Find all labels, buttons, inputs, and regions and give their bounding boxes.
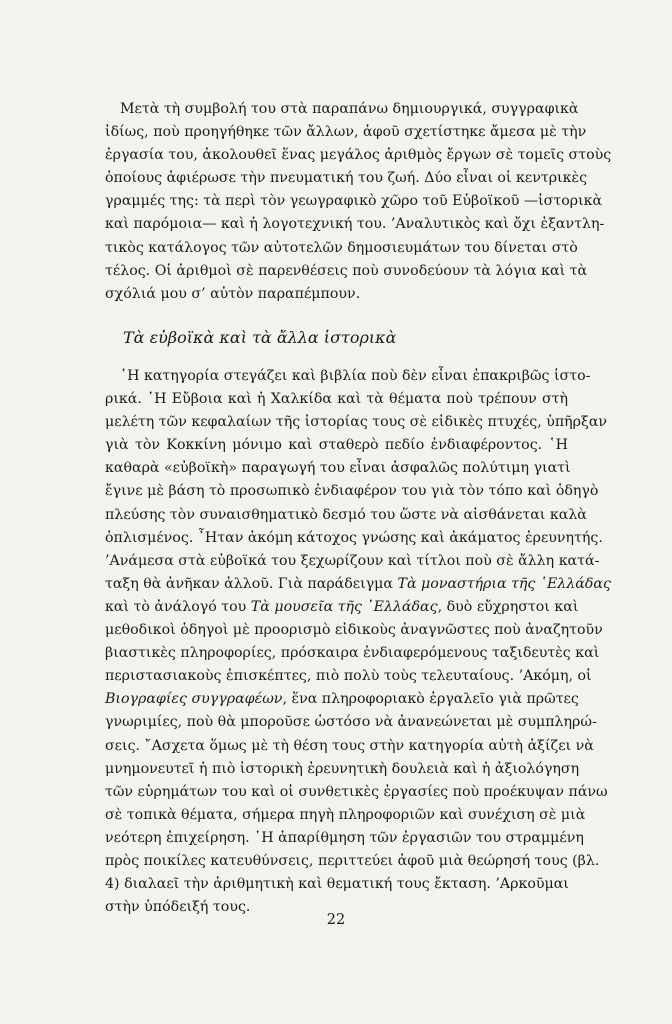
text-line: σχόλιά μου σ’ αὐτὸν παραπέμπουν. [105,285,361,302]
text-line: στὴν ὑπόδειξή τους. [105,899,251,916]
text-line: τέλος. Οἱ ἀριθμοὶ σὲ παρενθέσεις ποὺ συνοδεύουν τὰ λόγια καὶ τὰ [105,262,588,279]
text-line: μνημονευτεῖ ἡ πιὸ ἱστορικὴ ἐρευνητικὴ δουλειὰ καὶ ἡ ἀξιολόγηση [105,760,580,777]
text-line: γραμμές της: τὰ περὶ τὸν γεωγραφικὸ χῶρο τοῦ Εὐβοϊκοῦ —ἱστορικὰ [105,193,603,210]
text-line: πρὸς ποικίλες κατευθύνσεις, περιττεύει ἀφοῦ μιὰ θεώρησή τους (βλ. [105,852,600,869]
text-line: ἰδίως, ποὺ προηγήθηκε τῶν ἄλλων, ἀφοῦ σχετίστηκε ἄμεσα μὲ τὴν [105,124,587,141]
book-title: Τὰ μουσεῖα τῆς ῾Ελλάδας [250,598,438,615]
text-line: περιστασιακοὺς ἐπισκέπτες, πιὸ πολὺ τοὺς τελευταίους. ’Ακόμη, οἱ [105,668,592,685]
text-segment: , δυὸ εὔχρηστοι καὶ [437,598,579,615]
text-line: νεότερη ἐπιχείρηση. ῾Η ἀπαρίθμηση τῶν ἐργασιῶν του στραμμένη [105,829,584,846]
text-line: βιαστικὲς πληροφορίες, πρόσκαιρα ἐνδιαφερόμενους ταξιδευτὲς καὶ [105,645,600,662]
text-segment: , ἕνα πληροφοριακὸ ἐργαλεῖο γιὰ πρῶτες [282,691,579,708]
text-line: ὁπλισμένος. ῏Ηταν ἀκόμη κάτοχος γνώσης καὶ ἀκάματος ἐρευνητής. [105,529,603,546]
text-line [105,573,611,596]
text-line: σεις. ῎Ασχετα ὅμως μὲ τὴ θέση τους στὴν κατηγορία αὐτὴ ἀξίζει νὰ [105,737,594,754]
text-line: ἐργασία του, ἀκολουθεῖ ἕνας μεγάλος ἀριθμὸς ἔργων σὲ τομεῖς στοὺς [105,147,612,164]
text-segment: ταξη θὰ ἀνῆκαν ἀλλοῦ. Γιὰ παράδειγμα [105,575,398,592]
text-line: ῾Η κατηγορία στεγάζει καὶ βιβλία ποὺ δὲν εἶναι ἐπακριβῶς ἱστο- [120,368,591,384]
text-line: τῶν εὑρημάτων του καὶ οἱ συνθετικὲς ἐργασίες ποὺ προέκυψαν πάνω [105,783,608,800]
text-line: τικὸς κατάλογος τῶν αὐτοτελῶν δημοσιευμάτων του δίνεται στὸ [105,239,578,256]
text-line [105,596,579,619]
text-line: γιὰ τὸν Κοκκίνη μόνιμο καὶ σταθερὸ πεδίο ἐνδιαφέροντος. ῾Η [105,437,568,454]
text-line: καθαρὰ «εὐβοϊκὴ» παραγωγή του εἶναι ἀσφαλῶς πολύτιμη γιατὶ [105,460,571,477]
page-number: 22 [326,912,346,928]
text-line: ἔγινε μὲ βάση τὸ προσωπικὸ ἐνδιαφέρον του γιὰ τὸν τόπο καὶ ὁδηγὸ [105,483,599,500]
book-title: Βιογραφίες συγγραφέων [105,691,283,708]
text-line: μεθοδικοὶ ὁδηγοὶ μὲ προορισμὸ εἰδικοὺς ἀναγνῶστες ποὺ ἀναζητοῦν [105,622,603,639]
text-line: ρικά. ῾Η Εὔβοια καὶ ἡ Χαλκίδα καὶ τὰ θέματα ποὺ τρέπουν στὴ [105,391,568,408]
text-line: καὶ παρόμοια— καὶ ἡ λογοτεχνική του. ’Αναλυτικὸς καὶ ὄχι ἐξαντλη- [105,216,605,233]
text-line [105,688,579,711]
text-line: μελέτη τῶν κεφαλαίων τῆς ἱστορίας τους σὲ εἰδικὲς πτυχές, ὑπῆρξαν [105,414,608,431]
section-heading: Τὰ εὐβοϊκὰ καὶ τὰ ἄλλα ἱστορικὰ [123,328,397,347]
paragraph-section [105,365,611,919]
text-segment: καὶ τὸ ἀνάλογό του [105,598,251,615]
text-line: γνωριμίες, ποὺ θὰ μποροῦσε ὡστόσο νὰ ἀνανεώνεται μὲ συμπληρώ- [105,714,597,731]
text-line: Μετὰ τὴ συμβολή του στὰ παραπάνω δημιουργικά, συγγραφικὰ [120,101,579,117]
book-title: Τὰ μοναστήρια τῆς ῾Ελλάδας [397,575,611,592]
text-line: ὁποίους ἀφιέρωσε τὴν πνευματική του ζωή. Δύο εἶναι οἱ κεντρικὲς [105,170,588,187]
text-line: πλεύσης τὸν συναισθηματικὸ δεσμό του ὥστε νὰ αἰσθάνεται καλὰ [105,506,587,523]
paragraph-intro [105,98,612,306]
text-line: ’Ανάμεσα στὰ εὐβοϊκά του ξεχωρίζουν καὶ τίτλοι ποὺ σὲ ἄλλη κατά- [105,552,600,569]
text-line: σὲ τοπικὰ θέματα, σήμερα πηγὴ πληροφοριῶν καὶ συνέχιση σὲ μιὰ [105,806,586,823]
text-line: 4) διαλαεῖ τὴν ἀριθμητικὴ καὶ θεματική τους ἔκταση. ’Αρκοῦμαι [105,876,569,893]
